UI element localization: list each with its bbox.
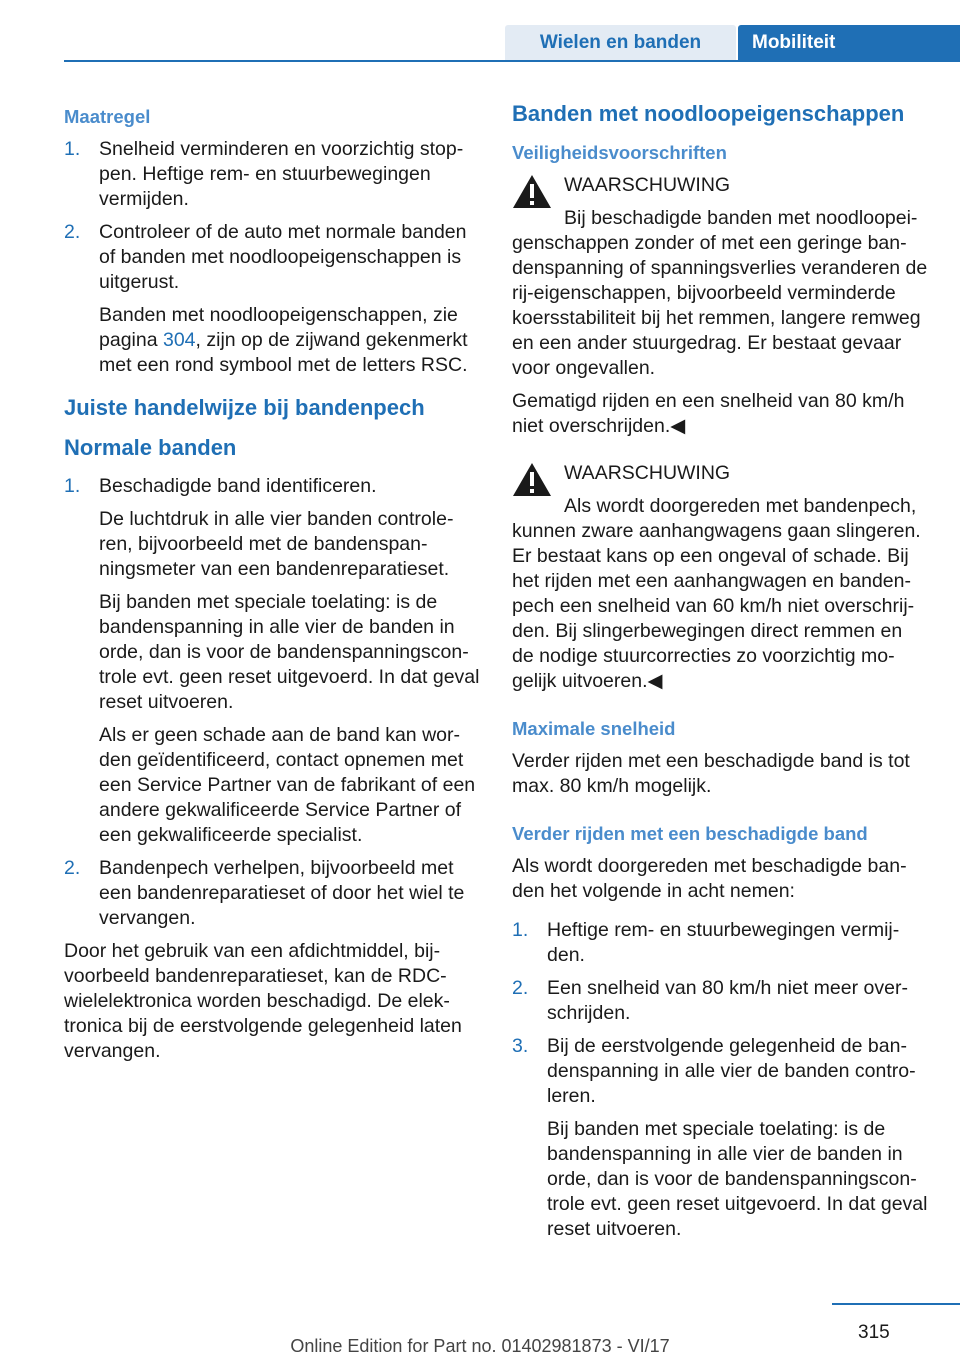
page-number: 315 — [858, 1322, 890, 1343]
list-item-paragraph: Bij banden met speciale toelating: is de bandenspanning in alle vier de banden in orde, dan is voor de bandenspanningscontrole evt. geen reset uitgevoerd. In dat geval reset uitvoeren. — [547, 1118, 928, 1240]
list-item-paragraph: Bij banden met speciale toelating: is de bandenspanning in alle vier de banden in orde, dan is voor de bandenspanningscontrole evt. geen reset uitgevoerd. In dat geval reset uitvoeren. — [99, 591, 480, 713]
warning-triangle-icon — [512, 173, 552, 209]
warning-text: kunnen zware aanhangwagens gaan slingeren. Er bestaat kans op een ongeval of schade. Bij het rijden met een aanhangwagen en bandenpech een snelheid van 60 km/h niet overschrijden. Bij slingerbewegingen direct remmen en de nodige stuurcorrecties zo voorzichtig mogelijk uitvoeren.◀ — [512, 520, 921, 692]
page-link-304[interactable]: 304 — [162, 329, 196, 351]
tab-mobiliteit[interactable]: Mobiliteit — [738, 25, 960, 60]
list-item — [64, 220, 480, 378]
list-number: 2. — [64, 221, 81, 243]
list-item-note: Banden met noodloopeigenschappen, zie pagina 304, zijn op de zijwand gekenmerkt met een rond symbool met de letters RSC. — [99, 304, 468, 376]
list-item-text: Bij de eerstvolgende gelegenheid de bandenspanning in alle vier de banden controleren. — [547, 1035, 916, 1107]
warning-triangle-icon — [512, 461, 552, 497]
veiligheid-heading: Veiligheidsvoorschriften — [512, 142, 727, 163]
edition-footer: Online Edition for Part no. 01402981873 - VI/17 — [290, 1336, 670, 1356]
list-item-text: Een snelheid van 80 km/h niet meer overschrijden. — [547, 977, 908, 1024]
verder-rijden-list — [512, 918, 928, 1242]
list-number: 2. — [64, 857, 81, 879]
header-rule — [64, 60, 960, 62]
list-number: 1. — [64, 138, 81, 160]
list-item-text: Bandenpech verhelpen, bijvoorbeeld met een bandenreparatieset of door het wiel te vervangen. — [99, 857, 465, 929]
list-item-text: Heftige rem- en stuurbewegingen vermijden. — [547, 919, 900, 966]
warning-text-first-line: Bij beschadigde banden met noodloopei- — [564, 207, 918, 229]
list-item — [512, 1034, 928, 1242]
tab-wielen-en-banden[interactable]: Wielen en banden — [505, 25, 736, 60]
list-item-text: Beschadigde band identificeren. — [99, 475, 377, 497]
left-column — [64, 100, 480, 1072]
max-snelheid-heading: Maximale snelheid — [512, 718, 676, 739]
list-item — [64, 137, 480, 212]
verder-rijden-text: Als wordt doorgereden met beschadigde banden het volgende in acht nemen: — [512, 855, 907, 902]
list-number: 1. — [512, 919, 529, 941]
list-item — [512, 918, 928, 968]
list-item-paragraph: De luchtdruk in alle vier banden controleren, bijvoorbeeld met de bandenspanningsmeter van een bandenreparatieset. — [99, 508, 454, 580]
footer-rule — [832, 1303, 960, 1305]
warning-title: WAARSCHUWING — [564, 462, 731, 484]
warning-text: genschappen zonder of met een geringe bandenspanning of spanningsverlies veranderen de rij-eigenschappen, bijvoorbeeld verminderde koersstabiliteit bij het remmen, langere remweg en een ander stuurgedrag. Er bestaat gevaar voor ongevallen. — [512, 232, 928, 379]
list-number: 2. — [512, 977, 529, 999]
list-item-text: Controleer of de auto met normale banden of banden met noodloopeigenschappen is uitgerust. — [99, 221, 467, 293]
maatregel-list — [64, 137, 480, 378]
warning-block-2 — [512, 461, 928, 519]
section-heading-juiste-handelwijze: Juiste handelwijze bij bandenpech — [64, 395, 425, 420]
warning-text-end: Gematigd rijden en een snelheid van 80 km/h niet overschrijden.◀ — [512, 390, 905, 437]
right-column — [512, 100, 928, 1250]
normale-banden-list — [64, 474, 480, 931]
warning-title: WAARSCHUWING — [564, 174, 731, 196]
section-heading-normale-banden: Normale banden — [64, 435, 237, 460]
rdc-paragraph: Door het gebruik van een afdichtmiddel, bijvoorbeeld bandenreparatieset, kan de RDC-wielelektronica worden beschadigd. De elektronica bij de eerstvolgende gelegenheid laten vervangen. — [64, 940, 462, 1062]
list-item — [512, 976, 928, 1026]
list-item-paragraph: Als er geen schade aan de band kan worden geïdentificeerd, contact opnemen met een Service Partner van de fabrikant of een andere gekwalificeerde Service Partner of een gekwalificeerde specialist. — [99, 724, 476, 846]
maatregel-heading: Maatregel — [64, 106, 151, 127]
verder-rijden-heading: Verder rijden met een beschadigde band — [512, 823, 868, 844]
max-snelheid-text: Verder rijden met een beschadigde band is tot max. 80 km/h mogelijk. — [512, 750, 910, 797]
warning-text-first-line: Als wordt doorgereden met bandenpech, — [564, 495, 917, 517]
list-item — [64, 856, 480, 931]
warning-block-1 — [512, 173, 928, 231]
list-number: 1. — [64, 475, 81, 497]
list-item-text: Snelheid verminderen en voorzichtig stoppen. Heftige rem- en stuurbewegingen vermijden. — [99, 138, 464, 210]
list-item — [64, 474, 480, 848]
section-heading-rsc: Banden met noodloopeigenschappen — [512, 101, 905, 126]
list-number: 3. — [512, 1035, 529, 1057]
